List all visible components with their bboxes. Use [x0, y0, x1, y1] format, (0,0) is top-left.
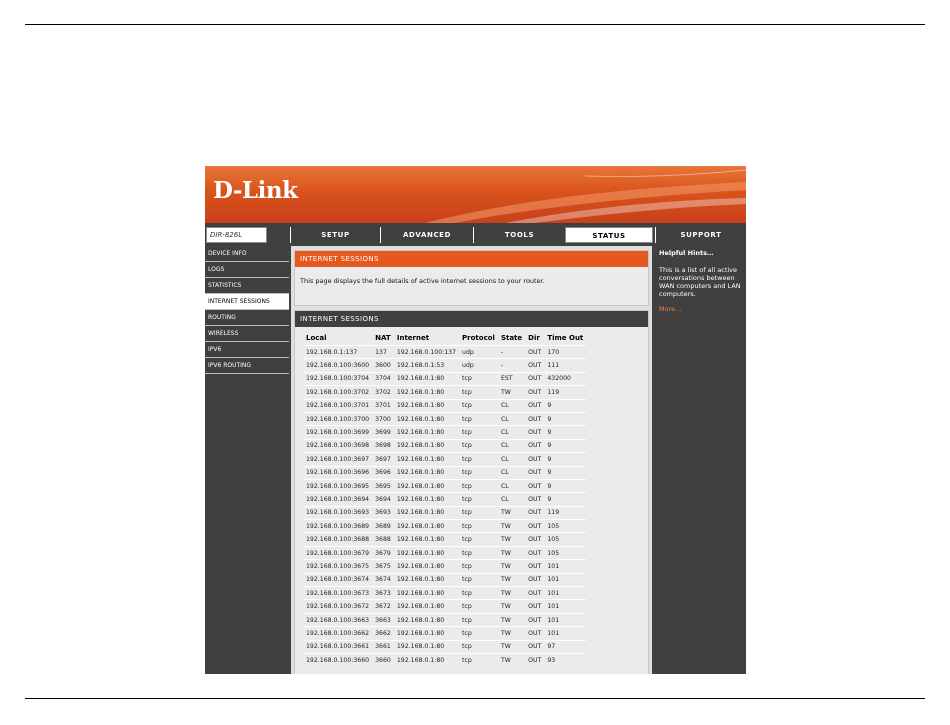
- table-cell: 192.168.0.1:80: [396, 455, 445, 463]
- table-cell: OUT: [528, 455, 542, 463]
- table-cell: OUT: [528, 482, 542, 490]
- table-cell: 9: [547, 442, 552, 450]
- table-cell: OUT: [528, 629, 542, 637]
- table-cell: 192.168.0.1:80: [396, 442, 445, 450]
- helpful-hints: [655, 246, 746, 316]
- table-cell: 192.168.0.1:80: [396, 469, 445, 477]
- table-cell: 192.168.0.100:3679: [306, 549, 370, 557]
- table-cell: 3600: [375, 362, 391, 370]
- table-cell: OUT: [528, 362, 542, 370]
- table-cell: tcp: [462, 482, 472, 490]
- sessions-panel: [294, 310, 649, 674]
- table-cell: tcp: [462, 549, 472, 557]
- table-cell: 101: [547, 629, 560, 637]
- table-cell: tcp: [462, 429, 472, 437]
- table-cell: 9: [547, 455, 552, 463]
- header-banner: [205, 166, 746, 223]
- table-cell: 192.168.0.1:80: [396, 375, 445, 383]
- hints-body: This is a list of all active conversations between WAN computers and LAN computers.: [659, 266, 741, 298]
- table-cell: 192.168.0.1:80: [396, 495, 445, 503]
- table-cell: OUT: [528, 549, 542, 557]
- sidebar-item-ipv6-routing[interactable]: IPV6 ROUTING: [205, 358, 289, 374]
- table-cell: 3704: [375, 375, 391, 383]
- table-cell: 192.168.0.100:3660: [306, 656, 370, 664]
- router-admin-page: [205, 166, 746, 674]
- table-cell: 192.168.0.100:3600: [306, 362, 370, 370]
- table-cell: 3661: [375, 643, 391, 651]
- sidebar-item-statistics[interactable]: STATISTICS: [205, 278, 289, 294]
- table-cell: 9: [547, 429, 552, 437]
- table-cell: 3702: [375, 388, 391, 396]
- bottom-rule: [25, 698, 925, 699]
- sidebar-menu: [205, 246, 289, 374]
- table-cell: 3689: [375, 522, 391, 530]
- table-cell: tcp: [462, 616, 472, 624]
- intro-panel: [294, 250, 649, 306]
- table-header-row: [303, 331, 586, 346]
- table-cell: OUT: [528, 415, 542, 423]
- table-row: [303, 573, 586, 586]
- table-cell: tcp: [462, 522, 472, 530]
- dlink-logo: D-Link: [213, 177, 298, 204]
- table-cell: OUT: [528, 469, 542, 477]
- table-cell: udp: [462, 362, 474, 370]
- table-cell: TW: [500, 509, 511, 517]
- table-cell: 9: [547, 469, 552, 477]
- table-cell: 192.168.0.100:3661: [306, 643, 370, 651]
- sessions-table: [303, 331, 586, 666]
- table-row: [303, 653, 586, 666]
- table-cell: OUT: [528, 495, 542, 503]
- table-row: [303, 412, 586, 425]
- table-cell: 3699: [375, 429, 391, 437]
- table-cell: 9: [547, 495, 552, 503]
- table-cell: 192.168.0.100:3695: [306, 482, 370, 490]
- table-cell: tcp: [462, 589, 472, 597]
- table-cell: tcp: [462, 495, 472, 503]
- table-cell: -: [500, 362, 504, 370]
- table-cell: OUT: [528, 375, 542, 383]
- table-cell: 3674: [375, 576, 391, 584]
- table-cell: 3700: [375, 415, 391, 423]
- table-row: [303, 426, 586, 439]
- top-rule: [25, 24, 925, 25]
- sessions-title: INTERNET SESSIONS: [295, 311, 648, 327]
- table-cell: tcp: [462, 455, 472, 463]
- main-content: [291, 246, 652, 674]
- table-row: [303, 627, 586, 640]
- table-cell: CL: [500, 442, 509, 450]
- table-cell: 9: [547, 482, 552, 490]
- table-cell: tcp: [462, 415, 472, 423]
- table-cell: 192.168.0.1:137: [306, 348, 358, 356]
- sidebar-item-wireless[interactable]: WIRELESS: [205, 326, 289, 342]
- table-cell: tcp: [462, 388, 472, 396]
- table-cell: 111: [547, 362, 560, 370]
- table-cell: tcp: [462, 469, 472, 477]
- table-cell: 101: [547, 603, 560, 611]
- column-header: Protocol: [462, 334, 495, 342]
- table-row: [303, 466, 586, 479]
- table-cell: 432000: [547, 375, 571, 383]
- table-cell: 192.168.0.1:80: [396, 402, 445, 410]
- table-cell: 192.168.0.100:3702: [306, 388, 370, 396]
- sidebar-item-routing[interactable]: ROUTING: [205, 310, 289, 326]
- table-cell: udp: [462, 348, 474, 356]
- table-cell: 192.168.0.100:3674: [306, 576, 370, 584]
- table-cell: OUT: [528, 643, 542, 651]
- table-cell: 192.168.0.1:80: [396, 616, 445, 624]
- table-cell: 93: [547, 656, 556, 664]
- table-cell: tcp: [462, 442, 472, 450]
- table-cell: tcp: [462, 375, 472, 383]
- table-cell: tcp: [462, 402, 472, 410]
- table-cell: tcp: [462, 509, 472, 517]
- table-cell: 192.168.0.100:3693: [306, 509, 370, 517]
- table-cell: 192.168.0.100:137: [396, 348, 457, 356]
- tab-status[interactable]: STATUS: [565, 227, 653, 243]
- table-cell: CL: [500, 415, 509, 423]
- table-cell: 3673: [375, 589, 391, 597]
- table-cell: 192.168.0.1:80: [396, 656, 445, 664]
- table-row: [303, 372, 586, 385]
- table-cell: TW: [500, 576, 511, 584]
- table-cell: tcp: [462, 536, 472, 544]
- table-body: [303, 346, 586, 667]
- table-row: [303, 493, 586, 506]
- table-cell: 192.168.0.1:80: [396, 603, 445, 611]
- intro-text: This page displays the full details of active internet sessions to your router.: [300, 277, 545, 285]
- table-cell: 192.168.0.100:3701: [306, 402, 370, 410]
- table-cell: 97: [547, 643, 556, 651]
- table-cell: 192.168.0.100:3663: [306, 616, 370, 624]
- table-cell: tcp: [462, 562, 472, 570]
- tab-tools[interactable]: TOOLS: [473, 227, 565, 243]
- table-cell: 3672: [375, 603, 391, 611]
- table-cell: 3694: [375, 495, 391, 503]
- table-cell: EST: [500, 375, 513, 383]
- table-cell: OUT: [528, 589, 542, 597]
- table-cell: TW: [500, 589, 511, 597]
- table-cell: 192.168.0.100:3699: [306, 429, 370, 437]
- table-cell: tcp: [462, 576, 472, 584]
- table-cell: 192.168.0.100:3688: [306, 536, 370, 544]
- table-cell: OUT: [528, 616, 542, 624]
- table-row: [303, 386, 586, 399]
- table-row: [303, 453, 586, 466]
- table-cell: CL: [500, 455, 509, 463]
- table-cell: 192.168.0.100:3689: [306, 522, 370, 530]
- table-cell: 101: [547, 589, 560, 597]
- table-cell: OUT: [528, 562, 542, 570]
- table-cell: 3695: [375, 482, 391, 490]
- table-cell: 192.168.0.1:53: [396, 362, 445, 370]
- table-cell: 3660: [375, 656, 391, 664]
- table-cell: 192.168.0.100:3694: [306, 495, 370, 503]
- table-cell: 192.168.0.1:80: [396, 589, 445, 597]
- table-cell: 192.168.0.1:80: [396, 643, 445, 651]
- table-cell: OUT: [528, 429, 542, 437]
- table-cell: 105: [547, 549, 560, 557]
- table-cell: CL: [500, 495, 509, 503]
- table-cell: 3679: [375, 549, 391, 557]
- model-badge: DIR-826L: [206, 227, 267, 243]
- tab-support[interactable]: SUPPORT: [655, 227, 746, 243]
- hints-title: Helpful Hints…: [659, 249, 714, 257]
- table-cell: TW: [500, 603, 511, 611]
- table-cell: TW: [500, 388, 511, 396]
- hints-more-link[interactable]: More…: [659, 305, 682, 313]
- table-row: [303, 533, 586, 546]
- table-cell: TW: [500, 536, 511, 544]
- column-header: NAT: [375, 334, 391, 342]
- table-cell: 192.168.0.100:3698: [306, 442, 370, 450]
- table-cell: 192.168.0.1:80: [396, 576, 445, 584]
- column-header: State: [500, 334, 523, 342]
- table-cell: 192.168.0.1:80: [396, 522, 445, 530]
- table-cell: 101: [547, 562, 560, 570]
- table-cell: 192.168.0.1:80: [396, 549, 445, 557]
- table-cell: tcp: [462, 603, 472, 611]
- table-row: [303, 346, 586, 359]
- table-cell: OUT: [528, 536, 542, 544]
- table-cell: TW: [500, 562, 511, 570]
- table-cell: OUT: [528, 656, 542, 664]
- table-cell: 192.168.0.100:3675: [306, 562, 370, 570]
- table-cell: 192.168.0.1:80: [396, 509, 445, 517]
- table-cell: CL: [500, 429, 509, 437]
- table-cell: CL: [500, 482, 509, 490]
- table-cell: 192.168.0.1:80: [396, 629, 445, 637]
- column-header: Internet: [396, 334, 430, 342]
- table-cell: 192.168.0.1:80: [396, 388, 445, 396]
- table-row: [303, 546, 586, 559]
- sidebar-item-logs[interactable]: LOGS: [205, 262, 289, 278]
- table-cell: 3698: [375, 442, 391, 450]
- table-cell: 3693: [375, 509, 391, 517]
- column-header: Time Out: [547, 334, 584, 342]
- table-cell: 192.168.0.100:3696: [306, 469, 370, 477]
- table-cell: 192.168.0.1:80: [396, 482, 445, 490]
- table-cell: CL: [500, 402, 509, 410]
- table-cell: 192.168.0.1:80: [396, 562, 445, 570]
- table-cell: 3662: [375, 629, 391, 637]
- table-row: [303, 600, 586, 613]
- table-cell: OUT: [528, 348, 542, 356]
- tab-advanced[interactable]: ADVANCED: [380, 227, 473, 243]
- table-cell: OUT: [528, 402, 542, 410]
- table-row: [303, 359, 586, 372]
- table-cell: -: [500, 348, 504, 356]
- table-row: [303, 640, 586, 653]
- table-cell: 192.168.0.1:80: [396, 536, 445, 544]
- table-cell: TW: [500, 549, 511, 557]
- table-cell: TW: [500, 656, 511, 664]
- table-row: [303, 439, 586, 452]
- table-row: [303, 520, 586, 533]
- model-slash-decor: //: [251, 225, 262, 243]
- table-cell: 119: [547, 509, 560, 517]
- table-cell: OUT: [528, 509, 542, 517]
- table-cell: 3688: [375, 536, 391, 544]
- table-cell: TW: [500, 522, 511, 530]
- intro-title: INTERNET SESSIONS: [295, 251, 648, 267]
- table-cell: 192.168.0.100:3704: [306, 375, 370, 383]
- column-header: Local: [306, 334, 327, 342]
- table-cell: OUT: [528, 522, 542, 530]
- table-row: [303, 399, 586, 412]
- table-cell: TW: [500, 629, 511, 637]
- table-cell: OUT: [528, 603, 542, 611]
- table-cell: OUT: [528, 576, 542, 584]
- table-cell: tcp: [462, 656, 472, 664]
- table-cell: 105: [547, 522, 560, 530]
- table-cell: TW: [500, 616, 511, 624]
- table-cell: 9: [547, 402, 552, 410]
- table-cell: OUT: [528, 442, 542, 450]
- table-row: [303, 506, 586, 519]
- tab-setup[interactable]: SETUP: [290, 227, 380, 243]
- table-cell: 3697: [375, 455, 391, 463]
- table-cell: 192.168.0.100:3697: [306, 455, 370, 463]
- table-cell: 3675: [375, 562, 391, 570]
- table-cell: 3696: [375, 469, 391, 477]
- sidebar-item-ipv6[interactable]: IPV6: [205, 342, 289, 358]
- sidebar-item-device-info[interactable]: DEVICE INFO: [205, 246, 289, 262]
- table-cell: 119: [547, 388, 560, 396]
- sidebar-item-internet-sessions[interactable]: INTERNET SESSIONS: [205, 294, 289, 310]
- table-cell: 101: [547, 576, 560, 584]
- table-cell: 192.168.0.1:80: [396, 429, 445, 437]
- table-cell: OUT: [528, 388, 542, 396]
- table-cell: 192.168.0.100:3700: [306, 415, 370, 423]
- table-cell: CL: [500, 469, 509, 477]
- table-cell: 9: [547, 415, 552, 423]
- table-cell: 170: [547, 348, 560, 356]
- table-cell: 105: [547, 536, 560, 544]
- table-cell: 192.168.0.1:80: [396, 415, 445, 423]
- table-cell: 3701: [375, 402, 391, 410]
- table-cell: 192.168.0.100:3673: [306, 589, 370, 597]
- table-cell: 3663: [375, 616, 391, 624]
- table-cell: TW: [500, 643, 511, 651]
- table-cell: 101: [547, 616, 560, 624]
- table-cell: tcp: [462, 629, 472, 637]
- table-row: [303, 560, 586, 573]
- table-cell: 137: [375, 348, 387, 356]
- table-cell: 192.168.0.100:3662: [306, 629, 370, 637]
- nav-bar: [205, 226, 746, 244]
- table-row: [303, 479, 586, 492]
- table-row: [303, 613, 586, 626]
- table-row: [303, 587, 586, 600]
- table-cell: tcp: [462, 643, 472, 651]
- column-header: Dir: [528, 334, 540, 342]
- table-cell: 192.168.0.100:3672: [306, 603, 370, 611]
